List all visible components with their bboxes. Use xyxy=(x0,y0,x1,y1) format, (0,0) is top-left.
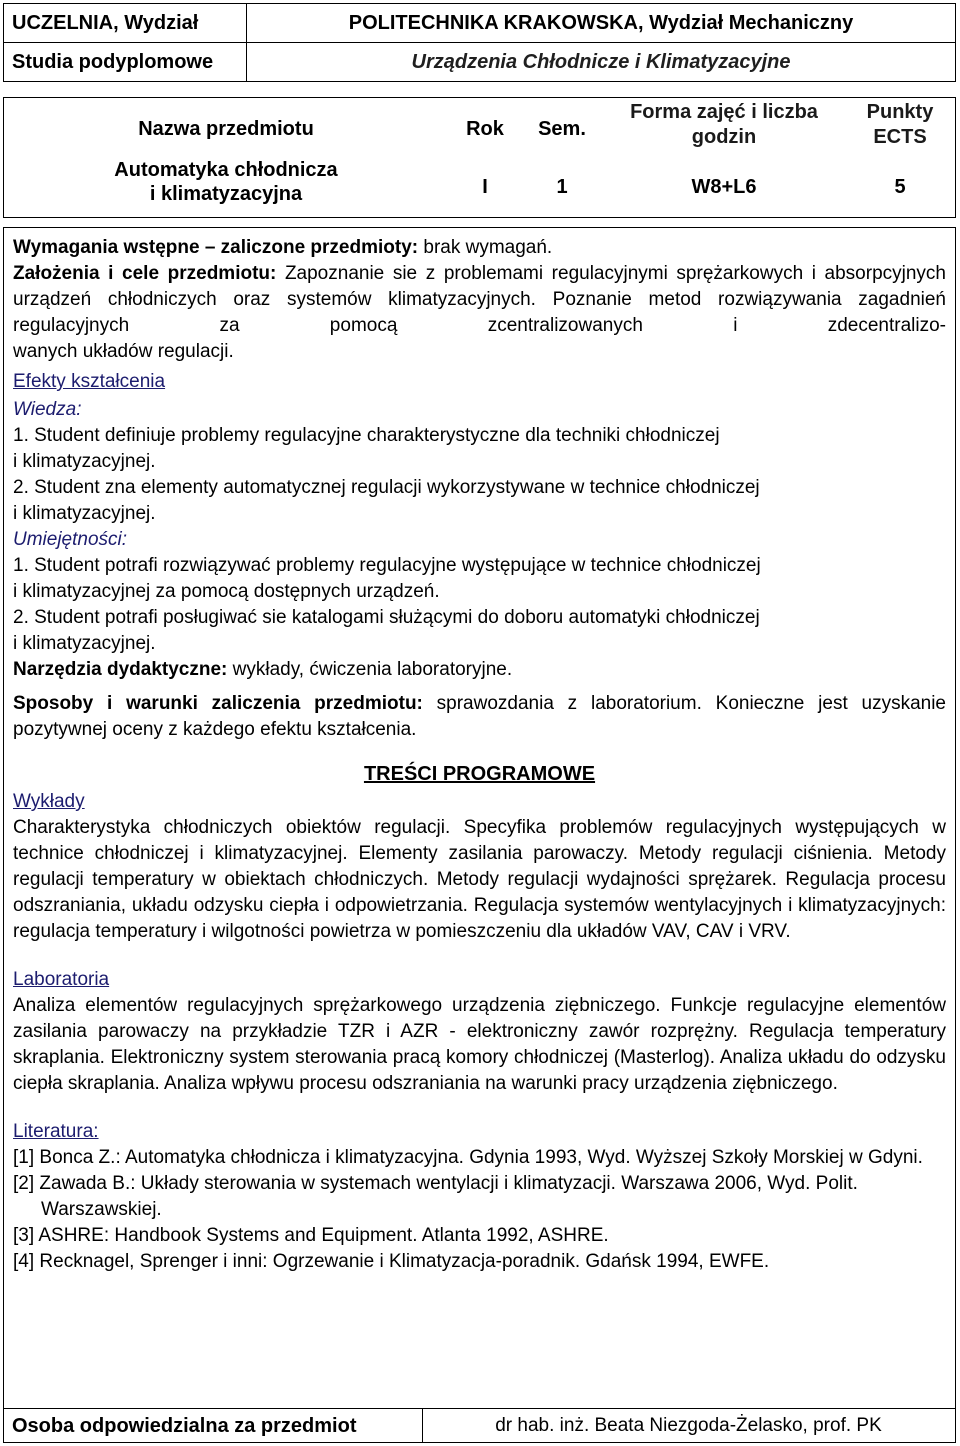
umiejetnosci-1-line2: i klimatyzacyjnej za pomocą dostępnych urządzeń. xyxy=(13,581,440,602)
literatura-item-1: [1] Bonca Z.: Automatyka chłodnicza i klimatyzacyjna. Gdynia 1993, Wyd. Wyższej Szkoły Morskiej w Gdyni. xyxy=(13,1147,923,1168)
literatura-heading: Literatura: xyxy=(13,1121,99,1142)
subject-title-line2: i klimatyzacyjna xyxy=(149,183,303,205)
subject-name-label: Nazwa przedmiotu xyxy=(138,118,314,140)
wiedza-2-line1: 2. Student zna elementy automatycznej regulacji wykorzystywane w technice chłodniczej xyxy=(13,477,760,498)
rok-label: Rok xyxy=(466,118,504,140)
sem-label: Sem. xyxy=(538,118,586,140)
zalozenia-text: Zapoznanie sie z problemami regulacyjnymi sprężarkowych i absorpcyjnych urządzeń chłodniczych oraz systemów klimatyzacyjnych. Poznanie metod rozwiązywania zagadnień regulacyjnych za pomocą zcentralizowanych i zdecentralizo- xyxy=(13,263,946,336)
literatura-item-2: [2] Zawada B.: Układy sterowania w systemach wentylacji i klimatyzacji. Warszawa 2006, Wyd. Polit. Warszawskiej. xyxy=(13,1173,858,1220)
studia-value: Urządzenia Chłodnicze i Klimatyzacyjne xyxy=(247,43,956,82)
forma-label-line1: Forma zajęć i liczba xyxy=(630,101,818,123)
forma-label-line2: godzin xyxy=(691,126,757,148)
ects-value: 5 xyxy=(894,176,906,198)
rok-value: I xyxy=(482,176,488,198)
ects-label-line2: ECTS xyxy=(873,126,927,148)
header-table xyxy=(3,3,956,82)
wymagania xyxy=(13,235,946,261)
sem-value: 1 xyxy=(556,176,568,198)
uczelnia-value: POLITECHNIKA KRAKOWSKA, Wydział Mechaniczny xyxy=(247,4,956,43)
wyklady-heading: Wykłady xyxy=(13,791,85,812)
footer-row xyxy=(3,1409,956,1443)
ects-label-line1: Punkty xyxy=(866,101,934,123)
umiejetnosci-1-line1: 1. Student potrafi rozwiązywać problemy regulacyjne występujące w technice chłodniczej xyxy=(13,555,761,576)
uczelnia-label: UCZELNIA, Wydział xyxy=(4,4,247,43)
wiedza-1-line2: i klimatyzacyjnej. xyxy=(13,451,156,472)
umiejetnosci-2-line2: i klimatyzacyjnej. xyxy=(13,633,156,654)
ects-label xyxy=(846,100,954,150)
sposoby-text: sprawozdania z laboratorium. Konieczne jest uzyskanie pozytywnej oceny z każdego efektu kształcenia. xyxy=(13,693,946,740)
literatura-item-3: [3] ASHRE: Handbook Systems and Equipment. Atlanta 1992, ASHRE. xyxy=(13,1225,609,1246)
narzedzia-text: wykłady, ćwiczenia laboratoryjne. xyxy=(227,659,513,680)
wiedza-2-line2: i klimatyzacyjnej. xyxy=(13,503,156,524)
subject-box xyxy=(3,97,956,218)
literatura-item-4: [4] Recknagel, Sprenger i inni: Ogrzewanie i Klimatyzacja-poradnik. Gdańsk 1994, EWFE. xyxy=(13,1251,770,1272)
wymagania-text: brak wymagań. xyxy=(418,237,553,258)
zalozenia-label: Założenia i cele przedmiotu: xyxy=(13,263,277,284)
wiedza-heading: Wiedza: xyxy=(13,399,82,420)
umiejetnosci-heading: Umiejętności: xyxy=(13,529,128,550)
narzedzia-label: Narzędzia dydaktyczne: xyxy=(13,659,228,680)
sposoby-label: Sposoby i warunki zaliczenia przedmiotu: xyxy=(13,693,423,714)
sposoby xyxy=(13,691,946,743)
responsible-person: dr hab. inż. Beata Niezgoda-Żelasko, prof. PK xyxy=(422,1409,954,1442)
wymagania-label: Wymagania wstępne – zaliczone przedmioty: xyxy=(13,237,419,258)
forma-value: W8+L6 xyxy=(691,176,757,198)
efekty-heading: Efekty kształcenia xyxy=(13,371,166,392)
zalozenia xyxy=(13,261,946,339)
laboratoria-text: Analiza elementów regulacyjnych sprężarkowego urządzenia ziębniczego. Funkcje regulacyjne elementów zasilania parowaczy na przykładzie TZR i AZR - elektroniczny zawór rozprężny. Regulacja temperatury skraplania. Elektroniczny system sterowania pracą komory chłodniczej (Masterlog). Analiza układu do odzysku ciepła skraplania. Analiza wpływu procesu odszraniania na warunki pracy urządzenia ziębniczego. xyxy=(13,995,946,1094)
zalozenia-end: wanych układów regulacji. xyxy=(13,341,234,362)
laboratoria-heading: Laboratoria xyxy=(13,969,110,990)
syllabus-body xyxy=(3,227,956,1409)
subject-title-line1: Automatyka chłodnicza xyxy=(114,159,338,181)
subject-title xyxy=(4,158,448,206)
wyklady-text: Charakterystyka chłodniczych obiektów regulacji. Specyfika problemów regulacyjnych występujących w technice chłodniczej i klimatyzacyjnej. Elementy zasilania parowaczy. Metody regulacji ciśnienia. Metody regulacji temperatury w obiektach chłodniczych. Metody regulacji wydajności sprężarek. Regulacja procesu odszraniania, układu odzysku ciepła i odpowietrzania. Regulacja systemów wentylacyjnych i klimatyzacyjnych: regulacja temperatury i wilgotności powietrza w pomieszczeniu dla układów VAV, CAV i VRV. xyxy=(13,817,946,942)
narzedzia xyxy=(13,657,946,683)
umiejetnosci-2-line1: 2. Student potrafi posługiwać sie katalogami służącymi do doboru automatyki chłodniczej xyxy=(13,607,760,628)
wiedza-1-line1: 1. Student definiuje problemy regulacyjne charakterystyczne dla techniki chłodniczej xyxy=(13,425,720,446)
responsible-label: Osoba odpowiedzialna za przedmiot xyxy=(12,1415,357,1437)
forma-label xyxy=(604,100,844,150)
studia-label: Studia podyplomowe xyxy=(4,43,247,82)
tresci-heading: TREŚCI PROGRAMOWE xyxy=(363,763,596,785)
